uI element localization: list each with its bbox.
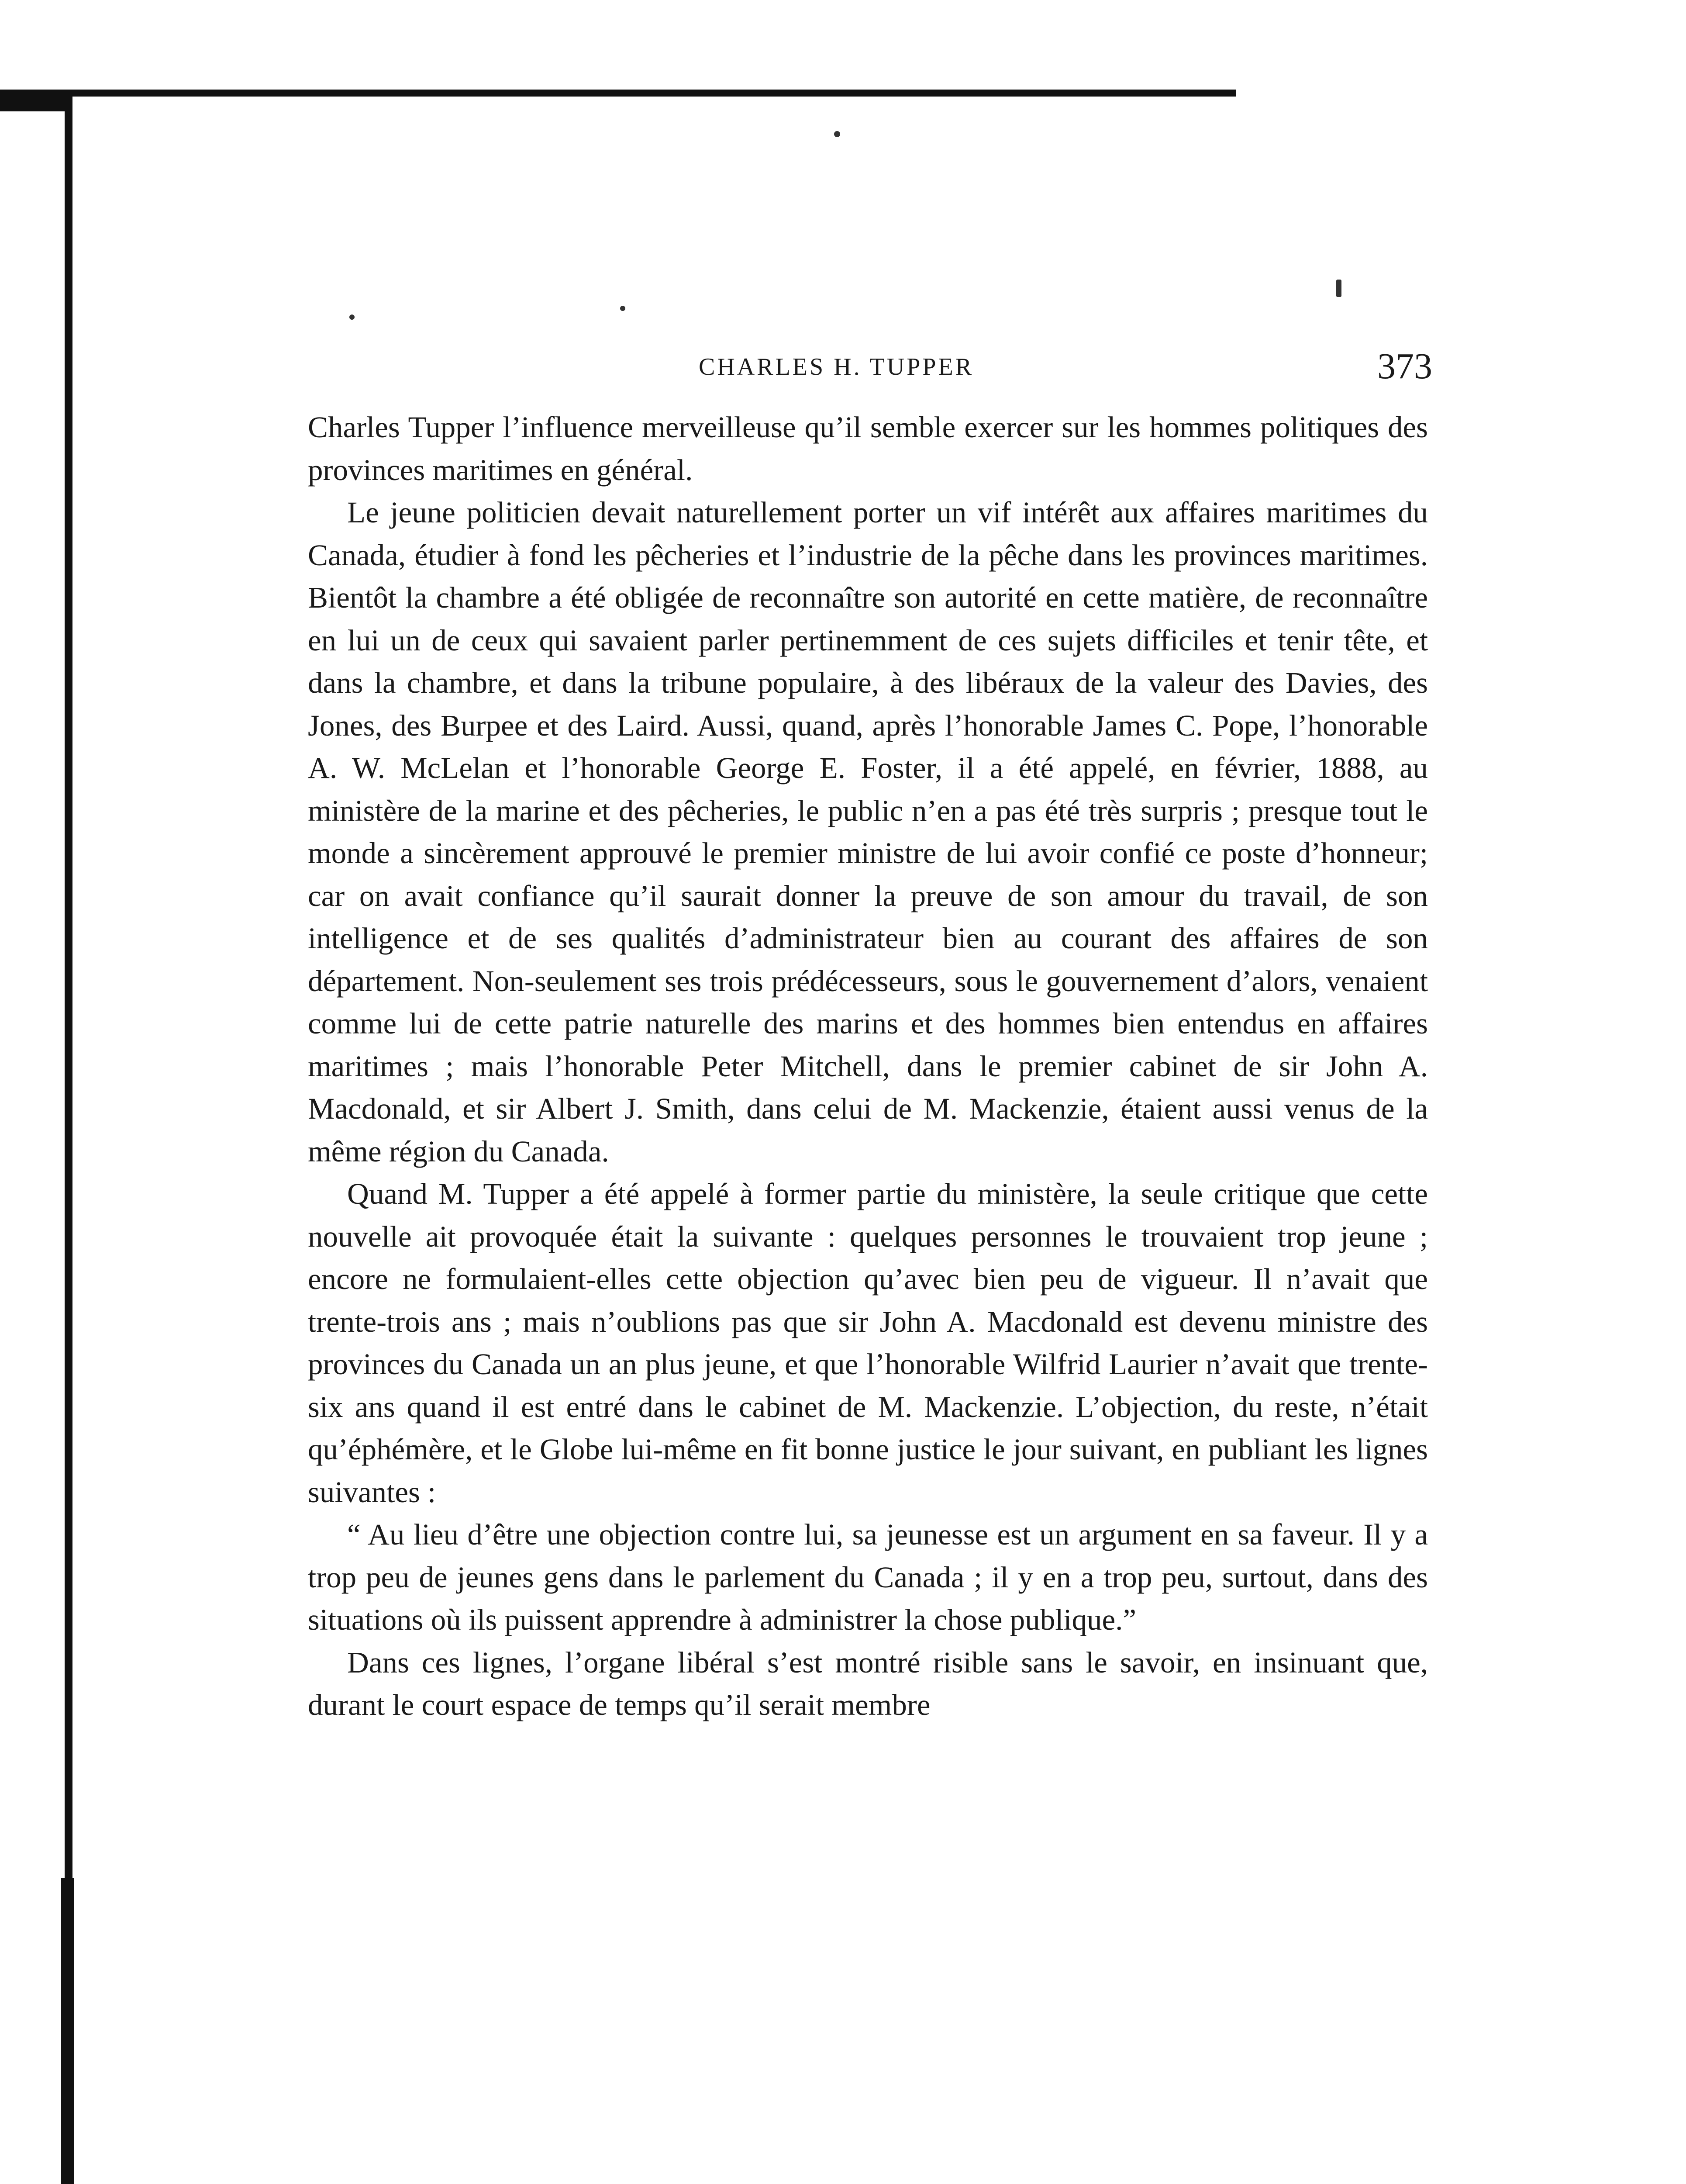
quotation-paragraph: “ Au lieu d’être une objection contre lui, sa jeunesse est un argument en sa faveur. Il y a trop peu de jeunes gens dans le parlement du Canada ; il y en a trop peu, surtout, dans des situations où ils puissent apprendre à administrer la chose publique.” <box>308 1518 1428 1636</box>
page-header <box>306 345 1432 397</box>
scan-border-top <box>0 90 1236 97</box>
scan-speck <box>349 314 355 320</box>
paragraph: Quand M. Tupper a été appelé à former partie du ministère, la seule critique que cette nouvelle ait provoquée était la suivante : quelques personnes le trouvaient trop jeune ; encore ne formulaient-elles cette objection qu’avec bien peu de vigueur. Il n’avait que trente-trois ans ; mais n’oublions pas que sir John A. Macdonald est devenu ministre des provinces du Canada un an plus jeune, et que l’honorable Wilfrid Laurier n’avait que trente-six ans quand il est entré dans le cabinet de M. Mackenzie. L’objection, du reste, n’était qu’éphémère, et le Globe lui-même en fit bonne justice le jour suivant, en publiant les lignes suivantes : <box>308 1177 1428 1509</box>
page-number: 373 <box>1377 346 1432 387</box>
text-body <box>308 406 1428 1727</box>
scan-border-left-heavy <box>61 1878 74 2184</box>
running-title: CHARLES H. TUPPER <box>699 353 974 380</box>
paragraph: Le jeune politicien devait naturellement porter un vif intérêt aux affaires maritimes du Canada, étudier à fond les pêcheries et l’industrie de la pêche dans les provinces maritimes. Bientôt la chambre a été obligée de reconnaître son autorité en cette matière, de reconnaître en lui un de ceux qui savaient parler pertinemment de ces sujets difficiles et tenir tête, et dans la chambre, et dans la tribune populaire, à des libéraux de la valeur des Davies, des Jones, des Burpee et des Laird. Aussi, quand, après l’honorable James C. Pope, l’honorable A. W. McLelan et l’honorable George E. Foster, il a été appelé, en février, 1888, au ministère de la marine et des pêcheries, le public n’en a pas été très surpris ; presque tout le monde a sincèrement approuvé le premier ministre de lui avoir confié ce poste d’honneur; car on avait confiance qu’il saurait donner la preuve de son amour du travail, de son intelligence et de ses qualités d’administrateur bien au courant des affaires de son département. Non-seulement ses trois prédécesseurs, sous le gouvernement d’alors, venaient comme lui de cette patrie naturelle des marins et des hommes bien entendus en affaires maritimes ; mais l’honorable Peter Mitchell, dans le premier cabinet de sir John A. Macdonald, et sir Albert J. Smith, dans celui de M. Mackenzie, étaient aussi venus de la même région du Canada. <box>308 496 1428 1168</box>
scan-speck <box>834 131 840 137</box>
paragraph: Charles Tupper l’influence merveilleuse qu’il semble exercer sur les hommes politiques des provinces maritimes en général. <box>308 411 1428 487</box>
scan-speck <box>620 306 625 311</box>
paragraph: Dans ces lignes, l’organe libéral s’est montré risible sans le savoir, en insinuant que, durant le court espace de temps qu’il serait membre <box>308 1645 1428 1721</box>
scan-border-corner <box>0 90 70 111</box>
scan-border-left <box>65 90 72 2184</box>
scan-speck <box>1336 280 1341 297</box>
